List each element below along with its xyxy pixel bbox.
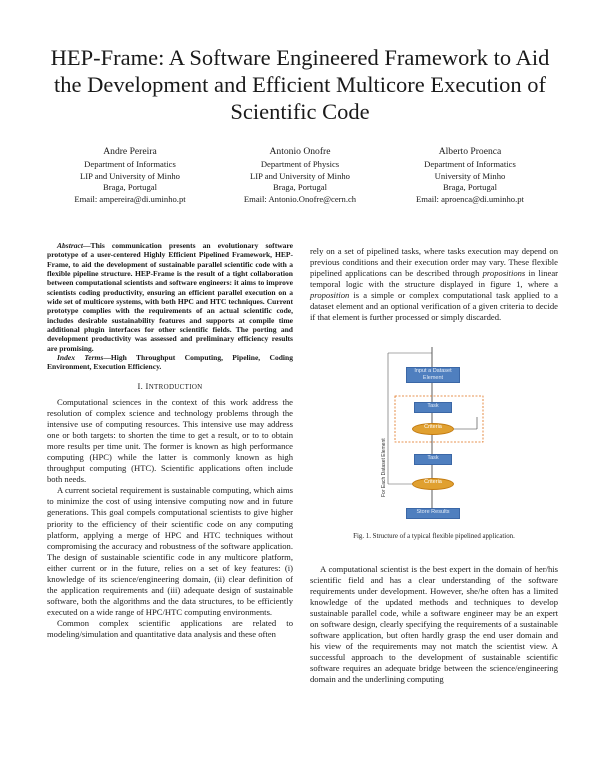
paragraph: Common complex scientific applications are related to modeling/simulation and quantitative data analysis and these often	[47, 617, 293, 639]
author-1	[40, 146, 220, 206]
paragraph: A current societal requirement is sustainable computing, which aims to minimize the cost of using intensive computing now and in future generations. This goal compels computational scientists to give higher priority to the efficiency of their scientific code on any computing platform, applying a merge of HPC and HTC techniques without compromising the accuracy and robustness of the software application. The design of sustainable scientific code in any multicore platform, either current or in the future, relies on a set of key features: (i) knowledge of its science/engineering domain, (ii) clear definition of the application requirements and (iii) adequate design of sustainable software, both the algorithms and the data structures, to be efficiently executed on a wide range of HPC/HTC computing environments.	[47, 485, 293, 617]
right-column-top	[310, 246, 558, 323]
author-inst: University of Minho	[434, 170, 506, 181]
section-title-rest: NTRODUCTION	[148, 383, 203, 391]
section-heading	[47, 381, 293, 391]
author-dept: Department of Physics	[260, 158, 340, 169]
store-box: Store Results	[406, 508, 460, 519]
author-city: Braga, Portugal	[103, 182, 157, 193]
author-inst: LIP and University of Minho	[80, 170, 180, 181]
author-city: Braga, Portugal	[273, 182, 327, 193]
emphasis: propositions	[482, 268, 526, 278]
paragraph: Computational sciences in the context of this work address the resolution of complex science and technology problems through the intensive use of computing resources. This intensive use may address one or both targets: to shorten the time to get a result, or to to obtain more results per time unit. The former is known as high performance computing (HPC) while the latter is commonly known as high throughput computing (HTC). Scientific applications often include both needs.	[47, 397, 293, 485]
criteria-diamond: Criteria	[412, 478, 454, 490]
abstract-text: —This communication presents an evolutionary software prototype of a user-centered Highly Efficient Pipelined Framework, HEP-Frame, to aid the development of sustainable parallel scientific code with a flexible pipeline structure. HEP-Frame is the result of a tight collaboration between computational scientists and software engineers: it aims to improve scientists coding productivity, ensuring an efficient parallel execution on a wide set of multicore systems, with both HPC and HTC techniques. Current prototype complies with the requirements of an actual scientific code, includes desirable sustainability features and supports at compile time additional plugin interfaces for other scientific fields. The porting and development productivity was assessed and preliminary efficiency results are promising.	[47, 241, 293, 353]
author-inst: LIP and University of Minho	[250, 170, 350, 181]
left-column-body	[47, 397, 293, 640]
pipeline-figure	[380, 347, 492, 525]
emphasis: proposition	[310, 290, 350, 300]
section-number: I.	[137, 381, 144, 391]
task-box: Task	[414, 454, 452, 465]
right-column-bottom	[310, 564, 558, 685]
author-2	[210, 146, 390, 206]
abstract-label: Abstract	[57, 241, 83, 250]
author-3	[380, 146, 560, 206]
author-dept: Department of Informatics	[84, 158, 176, 169]
author-city: Braga, Portugal	[443, 182, 497, 193]
paragraph: A computational scientist is the best expert in the domain of her/his scientific field and has a clear understanding of the software requirements under development. However, she/he often has a limited knowledge of the updated methods and techniques to develop sustainable parallel code, while a software engineer may be an expert on software design, clearly specifying the requirements of a sustainable software application, but often hardly grasp the end user domain and his view of the requirements may not match the scientist view. A successful approach to the development of sustainable scientific software requires an adequate bridge between the science/engineering domain and the underlining computing	[310, 564, 558, 684]
author-email: Email: aproenca@di.uminho.pt	[416, 194, 524, 205]
criteria-diamond: Criteria	[412, 423, 454, 435]
task-box: Task	[414, 402, 452, 413]
author-email: Email: ampereira@di.uminho.pt	[74, 194, 186, 205]
loop-label: For Each Dataset Element	[381, 438, 387, 497]
index-terms: —High Throughput Computing, Pipeline, Coding Environment, Execution Efficiency.	[47, 353, 293, 372]
author-email: Email: Antonio.Onofre@cern.ch	[243, 194, 357, 205]
paper-title: HEP-Frame: A Software Engineered Framework to Aid the Development and Efficient Multicore Execution of Scientific Code	[50, 45, 550, 124]
author-name: Andre Pereira	[103, 146, 157, 157]
paragraph	[310, 246, 558, 323]
section-title-first: I	[145, 381, 149, 391]
index-terms-label: Index Terms	[57, 353, 104, 363]
input-box: Input a Dataset Element	[406, 367, 460, 383]
abstract	[47, 241, 293, 372]
author-name: Antonio Onofre	[269, 146, 331, 157]
figure-caption: Fig. 1. Structure of a typical flexible pipelined application.	[353, 533, 515, 540]
text-run: is a simple or complex computational task applied to a dataset element and an optional verification of a given criteria to decide if that element is further processed or simply discarded.	[310, 290, 558, 322]
author-dept: Department of Informatics	[424, 158, 516, 169]
text-run: in linear temporal logic with the structure displayed in figure 1, where a	[310, 268, 558, 289]
author-name: Alberto Proenca	[438, 146, 502, 157]
text-run: rely on a set of pipelined tasks, where tasks execution may depend on previous conditions and their execution order may vary. These flexible pipelined applications can be described through	[310, 246, 558, 278]
